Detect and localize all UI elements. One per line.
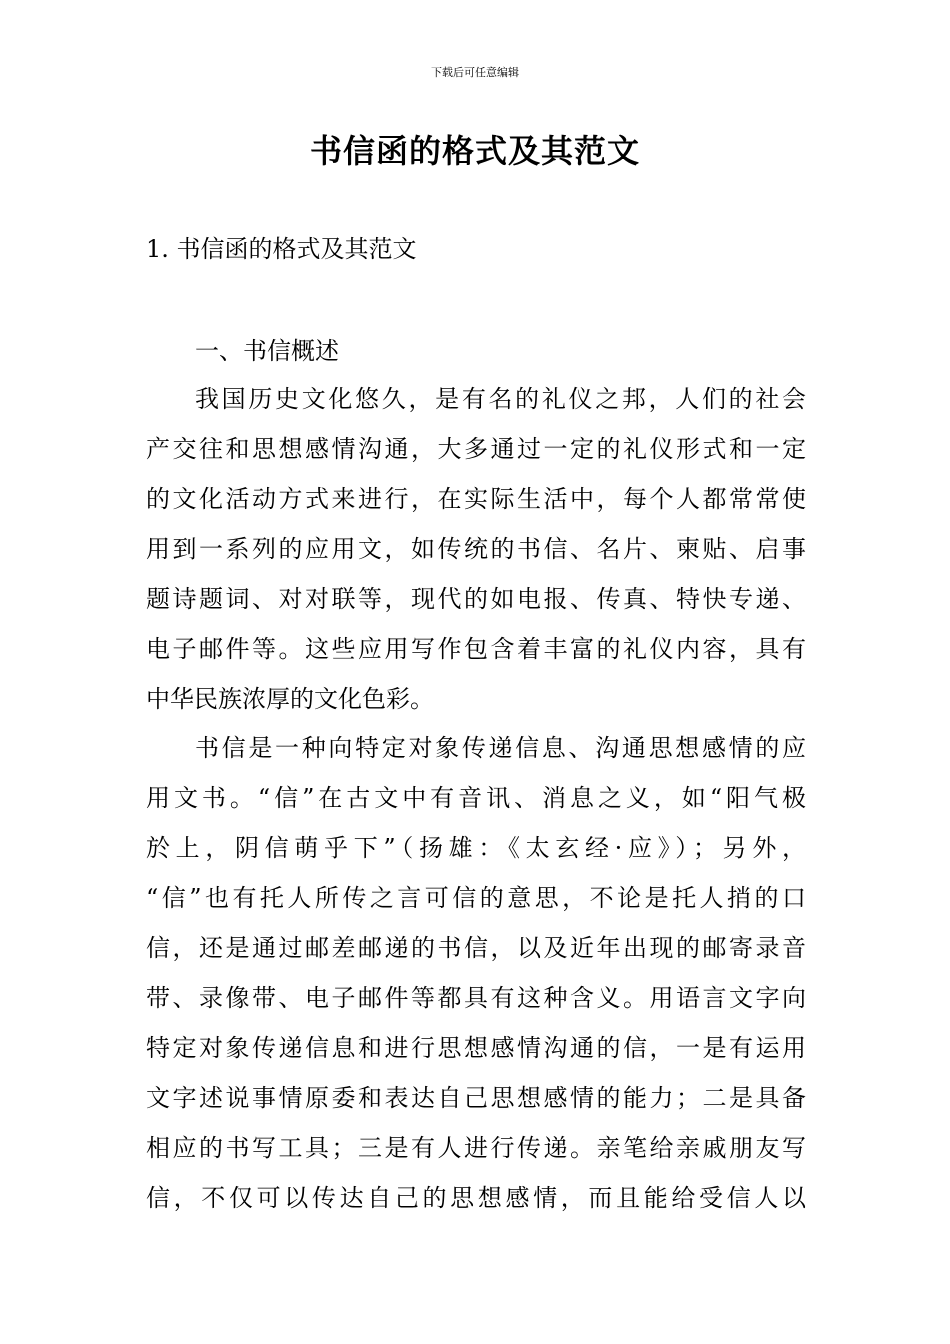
paragraph-line: 带、录像带、电子邮件等都具有这种含义。用语言文字向: [146, 984, 806, 1012]
paragraph-1: [146, 374, 806, 724]
paragraph-line: 用到一系列的应用文，如传统的书信、名片、柬贴、启事: [146, 535, 806, 563]
paragraph-line: 特定对象传递信息和进行思想感情沟通的信，一是有运用: [146, 1034, 806, 1062]
header-note: 下载后可任意编辑: [431, 66, 519, 79]
paragraph-line: 信，还是通过邮差邮递的书信，以及近年出现的邮寄录音: [146, 934, 806, 962]
paragraph-line: 电子邮件等。这些应用写作包含着丰富的礼仪内容，具有: [146, 635, 806, 663]
paragraph-line: “信”也有托人所传之言可信的意思，不论是托人捎的口: [146, 884, 806, 912]
paragraph-line: 书信是一种向特定对象传递信息、沟通思想感情的应: [195, 734, 806, 762]
document-title: 书信函的格式及其范文: [309, 132, 640, 170]
section-heading: 1. 书信函的格式及其范文: [146, 235, 417, 263]
paragraph-line: 产交往和思想感情沟通，大多通过一定的礼仪形式和一定: [146, 435, 806, 463]
paragraph-2: [146, 723, 806, 1223]
paragraph-line: 用文书。“信”在古文中有音讯、消息之义，如“阳气极: [146, 784, 806, 812]
paragraph-line: 我国历史文化悠久，是有名的礼仪之邦，人们的社会: [195, 385, 806, 413]
paragraph-line: 文字述说事情原委和表达自己思想感情的能力；二是具备: [146, 1084, 806, 1112]
subheading: 一、书信概述: [195, 337, 339, 365]
paragraph-line: 信，不仅可以传达自己的思想感情，而且能给受信人以: [146, 1184, 806, 1212]
paragraph-line: 的文化活动方式来进行，在实际生活中，每个人都常常使: [146, 485, 806, 513]
paragraph-line: 题诗题词、对对联等，现代的如电报、传真、特快专递、: [146, 585, 806, 613]
paragraph-line: 中华民族浓厚的文化色彩。: [146, 685, 434, 713]
paragraph-line: 相应的书写工具；三是有人进行传递。亲笔给亲戚朋友写: [146, 1134, 806, 1162]
paragraph-line: 於上，阴信萌乎下”（扬雄：《太玄经·应》）；另外，: [146, 834, 806, 862]
